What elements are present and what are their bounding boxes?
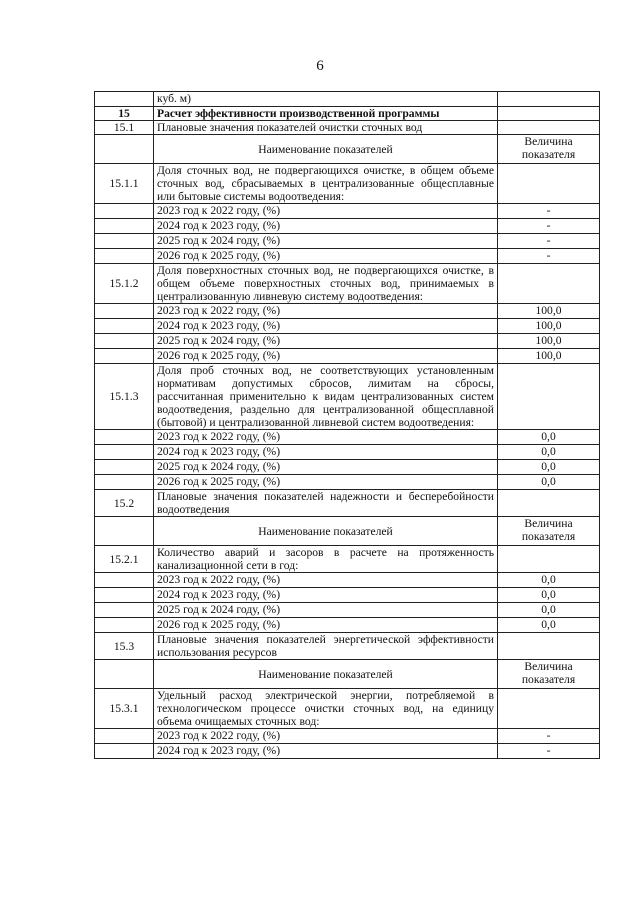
value-cell: 0,0: [498, 618, 600, 633]
value-cell: 0,0: [498, 445, 600, 460]
column-header-value: Величина показателя: [498, 517, 600, 546]
row-number-cell: [95, 219, 154, 234]
value-cell: 0,0: [498, 430, 600, 445]
indicator-number: 15.1.2: [95, 264, 154, 304]
row-number-cell: [95, 460, 154, 475]
indicators-table: [94, 91, 600, 759]
row-number-cell: 15: [95, 107, 154, 121]
value-cell: [498, 689, 600, 729]
row-number-cell: [95, 249, 154, 264]
section-number: 15.3: [95, 633, 154, 660]
period-label: 2025 год к 2024 году, (%): [154, 234, 498, 249]
row-number-cell: [95, 660, 154, 689]
period-label: 2023 год к 2022 году, (%): [154, 729, 498, 744]
table-row: [95, 334, 600, 349]
row-number-cell: [95, 618, 154, 633]
table-row: [95, 364, 600, 430]
row-number-cell: [95, 517, 154, 546]
section-number: 15.2: [95, 490, 154, 517]
value-cell: -: [498, 249, 600, 264]
table-row: [95, 135, 600, 164]
table-row: [95, 234, 600, 249]
indicator-name: Удельный расход электрической энергии, потребляемой в технологическом процессе очистки сточных вод, на единицу объема очищаемых сточных вод:: [154, 689, 498, 729]
value-cell: 0,0: [498, 475, 600, 490]
section-title: Расчет эффективности производственной программы: [154, 107, 498, 121]
table-row: [95, 319, 600, 334]
row-number-cell: [95, 729, 154, 744]
table-row: [95, 729, 600, 744]
table-row: [95, 546, 600, 573]
table-row: [95, 164, 600, 204]
row-number-cell: [95, 475, 154, 490]
indicator-number: 15.1.1: [95, 164, 154, 204]
table-row: [95, 304, 600, 319]
period-label: 2026 год к 2025 году, (%): [154, 475, 498, 490]
page-number: 6: [316, 58, 324, 74]
column-header-value: Величина показателя: [498, 135, 600, 164]
table-row: [95, 744, 600, 759]
row-number-cell: [95, 304, 154, 319]
table-row: [95, 460, 600, 475]
row-number-cell: [95, 603, 154, 618]
period-label: 2023 год к 2022 году, (%): [154, 204, 498, 219]
column-header-name: Наименование показателей: [154, 135, 498, 164]
table-row: [95, 92, 600, 107]
table-row: [95, 264, 600, 304]
row-number-cell: [95, 204, 154, 219]
indicator-name: Доля проб сточных вод, не соответствующих установленным нормативам допустимых сбросов, лимитам на сбросы, рассчитанная применительно к видам централизованных систем водоотведения, раздельно для централизованной общесплавной (бытовой) и централизованной ливневой систем водоотведения:: [154, 364, 498, 430]
row-number-cell: [95, 573, 154, 588]
value-cell: -: [498, 204, 600, 219]
value-cell: [498, 92, 600, 107]
value-cell: 0,0: [498, 573, 600, 588]
indicator-number: 15.2.1: [95, 546, 154, 573]
table-row: [95, 107, 600, 121]
section-title: Плановые значения показателей надежности и бесперебойности водоотведения: [154, 490, 498, 517]
indicator-name: Доля сточных вод, не подвергающихся очистке, в общем объеме сточных вод, сбрасываемых в централизованные общесплавные или бытовые системы водоотведения:: [154, 164, 498, 204]
section-title: Плановые значения показателей очистки сточных вод: [154, 121, 498, 135]
period-label: 2023 год к 2022 году, (%): [154, 304, 498, 319]
row-number-cell: [95, 319, 154, 334]
value-cell: [498, 364, 600, 430]
value-cell: [498, 107, 600, 121]
value-cell: [498, 546, 600, 573]
value-cell: [498, 633, 600, 660]
period-label: 2025 год к 2024 году, (%): [154, 460, 498, 475]
indicator-number: 15.1.3: [95, 364, 154, 430]
row-number-cell: [95, 334, 154, 349]
table-row: [95, 660, 600, 689]
value-cell: -: [498, 234, 600, 249]
row-number-cell: [95, 588, 154, 603]
value-cell: -: [498, 744, 600, 759]
value-cell: 100,0: [498, 304, 600, 319]
table-row: [95, 475, 600, 490]
row-number-cell: [95, 135, 154, 164]
value-cell: 0,0: [498, 588, 600, 603]
table-row: [95, 689, 600, 729]
table-row: [95, 249, 600, 264]
table-row: [95, 204, 600, 219]
value-cell: [498, 121, 600, 135]
value-cell: 0,0: [498, 603, 600, 618]
table-row: [95, 430, 600, 445]
period-label: 2024 год к 2023 году, (%): [154, 744, 498, 759]
value-cell: [498, 490, 600, 517]
row-number-cell: [95, 92, 154, 107]
period-label: 2026 год к 2025 году, (%): [154, 618, 498, 633]
row-number-cell: [95, 744, 154, 759]
section-title: Плановые значения показателей энергетической эффективности использования ресурсов: [154, 633, 498, 660]
row-number-cell: [95, 430, 154, 445]
table-row: [95, 121, 600, 135]
column-header-name: Наименование показателей: [154, 660, 498, 689]
value-cell: [498, 164, 600, 204]
column-header-name: Наименование показателей: [154, 517, 498, 546]
value-cell: 0,0: [498, 460, 600, 475]
row-number-cell: [95, 445, 154, 460]
period-label: 2024 год к 2023 году, (%): [154, 219, 498, 234]
row-number-cell: [95, 234, 154, 249]
period-label: 2023 год к 2022 году, (%): [154, 430, 498, 445]
table-row: [95, 618, 600, 633]
value-cell: [498, 264, 600, 304]
table-row: [95, 219, 600, 234]
table-row: [95, 490, 600, 517]
table-row: [95, 445, 600, 460]
value-cell: -: [498, 729, 600, 744]
period-label: 2025 год к 2024 году, (%): [154, 334, 498, 349]
indicator-name: Доля поверхностных сточных вод, не подвергающихся очистке, в общем объеме поверхностных сточных вод, принимаемых в централизованную ливневую систему водоотведения:: [154, 264, 498, 304]
table-row: [95, 633, 600, 660]
value-cell: -: [498, 219, 600, 234]
period-label: 2024 год к 2023 году, (%): [154, 319, 498, 334]
period-label: 2024 год к 2023 году, (%): [154, 588, 498, 603]
table-row: [95, 517, 600, 546]
row-number-cell: [95, 349, 154, 364]
section-number: 15.1: [95, 121, 154, 135]
column-header-value: Величина показателя: [498, 660, 600, 689]
period-label: 2024 год к 2023 году, (%): [154, 445, 498, 460]
row-text: куб. м): [154, 92, 498, 107]
period-label: 2026 год к 2025 году, (%): [154, 249, 498, 264]
table-row: [95, 603, 600, 618]
table-row: [95, 588, 600, 603]
period-label: 2026 год к 2025 году, (%): [154, 349, 498, 364]
period-label: 2023 год к 2022 году, (%): [154, 573, 498, 588]
period-label: 2025 год к 2024 году, (%): [154, 603, 498, 618]
table-row: [95, 573, 600, 588]
indicator-number: 15.3.1: [95, 689, 154, 729]
value-cell: 100,0: [498, 319, 600, 334]
table-row: [95, 349, 600, 364]
value-cell: 100,0: [498, 334, 600, 349]
indicator-name: Количество аварий и засоров в расчете на протяженность канализационной сети в год:: [154, 546, 498, 573]
value-cell: 100,0: [498, 349, 600, 364]
